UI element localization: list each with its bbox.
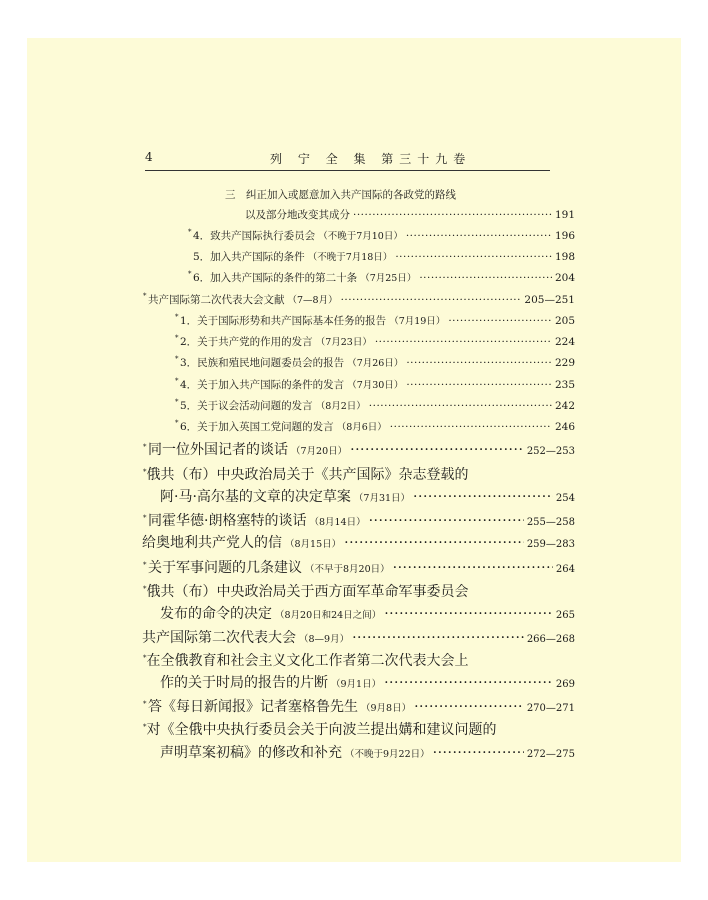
book-title: 列 宁 全 集 第三十九卷 [270,152,472,166]
page-number: 4 [145,150,153,164]
toc-entry: 发布的命令的决定 （8月20日和24日之间） ····· 265 [160,603,575,623]
toc-entry: 5．加入共产国际的条件 （不晚于7月18日） ····· 198 [193,249,575,264]
toc-entry: 阿·马·高尔基的文章的决定草案 （7月31日） ····· 254 [160,486,575,506]
toc-entry: 3．民族和殖民地问题委员会的报告 （7月26日） ····· 229 [180,355,575,370]
toc-entry: 共产国际第二次代表大会文献 （7—8月） ····· 205—251 [148,292,575,307]
toc-entry: 4．致共产国际执行委员会 （不晚于7月10日） ····· 196 [193,228,575,243]
toc-entry: 6．加入共产国际的条件的第二十条 （7月25日） ····· 204 [193,270,575,285]
toc-entry: 作的关于时局的报告的片断 （9月1日） ····· 269 [160,672,575,692]
toc-entry-title: 三 纠正加入或愿意加入共产国际的各政党的路线 [225,189,456,201]
toc-entry: 给奥地利共产党人的信 （8月15日） ····· 259—283 [142,532,575,552]
toc-entry: 以及部分地改变其成分 ····· 191 [245,207,575,222]
toc-entry: 2．关于共产党的作用的发言 （7月23日） ····· 224 [180,334,575,349]
toc-entry-title: *俄共（布）中央政治局关于《共产国际》杂志登载的 [143,467,469,483]
toc-entry: 声明草案初稿》的修改和补充 （不晚于9月22日） ····· 272—275 [160,742,575,762]
toc-entry-title: *对《全俄中央执行委员会关于向波兰提出媾和建议问题的 [143,722,497,738]
toc-entry-title: *俄共（布）中央政治局关于西方面军革命军事委员会 [143,584,469,600]
toc-entry: 6．关于加入英国工党问题的发言 （8月6日） ····· 246 [180,419,575,434]
toc-entry: 5．关于议会活动问题的发言 （8月2日） ····· 242 [180,398,575,413]
toc-entry: 关于军事问题的几条建议 （不早于8月20日） ····· 264 [148,557,575,577]
toc-entry: 同一位外国记者的谈话 （7月20日） ····· 252—253 [148,439,575,459]
toc-entry-title: *在全俄教育和社会主义文化工作者第二次代表大会上 [143,653,469,669]
running-header [145,150,550,171]
toc-entry: 4．关于加入共产国际的条件的发言 （7月30日） ····· 235 [180,377,575,392]
toc-entry: 答《每日新闻报》记者塞格鲁先生 （9月8日） ····· 270—271 [148,696,575,716]
toc-entry: 共产国际第二次代表大会 （8—9月） ····· 266—268 [142,627,575,647]
toc-entry: 1．关于国际形势和共产国际基本任务的报告 （7月19日） ····· 205 [180,313,575,328]
toc-entry: 同霍华德·朗格塞特的谈话 （8月14日） ····· 255—258 [148,510,575,530]
